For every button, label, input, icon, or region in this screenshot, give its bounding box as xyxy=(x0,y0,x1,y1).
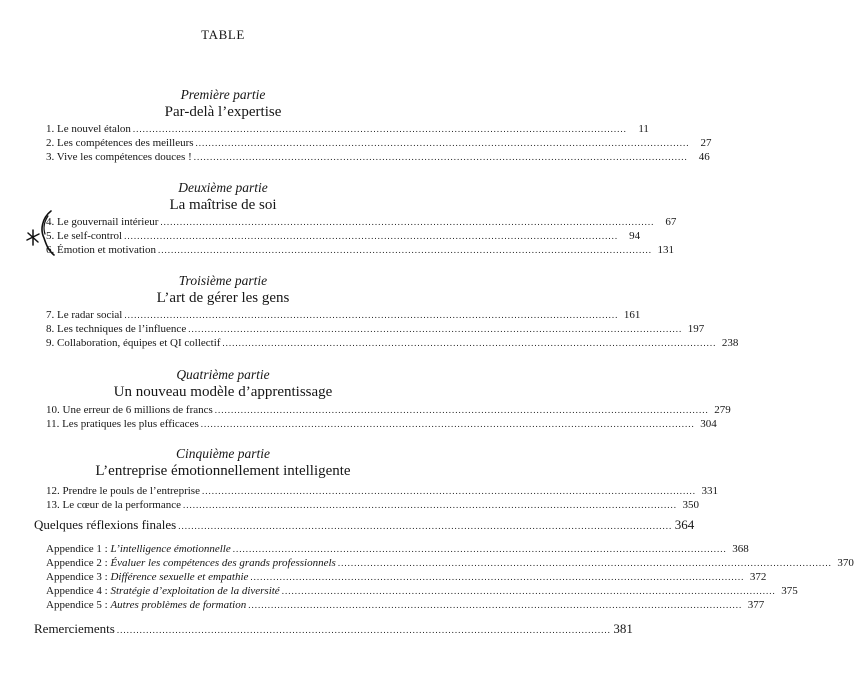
appendices-list xyxy=(46,542,854,612)
part-title: Par-delà l’expertise xyxy=(164,104,282,120)
toc-entry-reflections xyxy=(34,516,695,534)
appendix-title xyxy=(46,570,248,584)
chapter-title: 6. Émotion et motivation xyxy=(46,244,156,256)
toc-entry-appendix xyxy=(46,542,749,556)
chapter-title: 10. Une erreur de 6 millions de francs xyxy=(46,404,213,416)
chapter-title: 5. Le self-control xyxy=(46,230,123,242)
part-title: L’entreprise émotionnellement intelligente xyxy=(95,463,351,479)
page-number: 161 xyxy=(623,309,641,321)
reflections-section xyxy=(34,516,695,534)
part-4-chapters xyxy=(46,403,731,431)
part-title: La maîtrise de soi xyxy=(169,197,277,213)
dot-leader: ........................................................................................................................................................ xyxy=(158,245,652,255)
part-label: Cinquième partie xyxy=(175,446,271,461)
dot-leader: ........................................................................................................................................................ xyxy=(124,310,619,320)
chapter-title: 13. Le cœur de la performance xyxy=(46,499,181,511)
appendix-title xyxy=(46,584,280,598)
page-number: 238 xyxy=(721,337,739,349)
page-number: 279 xyxy=(714,404,731,416)
page-number: 131 xyxy=(657,244,674,256)
part-label: Première partie xyxy=(180,87,266,102)
page-number: 46 xyxy=(698,151,710,163)
toc-entry-appendix xyxy=(46,584,798,598)
appendix-title xyxy=(46,556,336,570)
acknowledgements-section xyxy=(34,620,633,638)
part-2-chapters xyxy=(46,215,677,257)
part-title: Un nouveau modèle d’apprentissage xyxy=(113,384,333,400)
page-number: 67 xyxy=(665,216,677,228)
part-heading-4 xyxy=(0,367,446,401)
page-number: 377 xyxy=(747,599,765,611)
page-number: 94 xyxy=(629,230,641,242)
chapter-title: 2. Les compétences des meilleurs xyxy=(46,137,194,149)
chapter-title: 8. Les techniques de l’influence xyxy=(46,323,187,335)
page-number: 370 xyxy=(837,557,854,569)
chapter-title: 4. Le gouvernail intérieur xyxy=(46,216,159,228)
toc-entry xyxy=(46,308,641,322)
dot-leader: ........................................................................................................................................................ xyxy=(183,500,677,510)
dot-leader: ........................................................................................................................................................ xyxy=(160,217,655,227)
toc-entry xyxy=(46,243,674,257)
page-number: 372 xyxy=(749,571,767,583)
part-3-chapters xyxy=(46,308,739,350)
dot-leader: ........................................................................................................................................................ xyxy=(250,572,745,582)
appendix-prefix: Appendice 5 : xyxy=(46,599,111,611)
part-1-chapters xyxy=(46,122,712,164)
toc-entry xyxy=(46,336,739,350)
chapter-title: 1. Le nouvel étalon xyxy=(46,123,131,135)
toc-entry xyxy=(46,150,710,164)
dot-leader: ........................................................................................................................................................ xyxy=(200,419,695,429)
page-number: 375 xyxy=(781,585,798,597)
chapter-title: 12. Prendre le pouls de l’entreprise xyxy=(46,485,200,497)
page-number: 197 xyxy=(687,323,705,335)
part-label: Quatrième partie xyxy=(176,367,270,382)
page-number: 11 xyxy=(638,123,649,135)
toc-entry xyxy=(46,215,677,229)
appendix-prefix: Appendice 4 : xyxy=(46,585,111,597)
toc-entry xyxy=(46,122,649,136)
dot-leader: ........................................................................................................................................................ xyxy=(281,586,776,596)
toc-entry xyxy=(46,136,712,150)
part-label: Deuxième partie xyxy=(178,180,268,195)
appendix-prefix: Appendice 3 : xyxy=(46,571,111,583)
part-5-chapters xyxy=(46,484,718,512)
toc-entry xyxy=(46,322,705,336)
handwritten-bracket-mark xyxy=(24,208,60,258)
dot-leader: ........................................................................................................................................................ xyxy=(201,486,696,496)
toc-entry xyxy=(46,498,699,512)
part-label: Troisième partie xyxy=(178,273,268,288)
dot-leader: ........................................................................................................................................................ xyxy=(195,138,690,148)
toc-entry xyxy=(46,403,731,417)
appendix-name: Différence sexuelle et empathie xyxy=(110,571,249,583)
appendix-title xyxy=(46,542,231,556)
dot-leader: ........................................................................................................................................................ xyxy=(232,544,727,554)
dot-leader: ........................................................................................................................................................ xyxy=(193,152,688,162)
appendix-title xyxy=(46,598,246,612)
appendix-name: L’intelligence émotionnelle xyxy=(110,543,231,555)
toc-entry-appendix xyxy=(46,556,854,570)
toc-entry-appendix xyxy=(46,598,765,612)
chapter-title: 11. Les pratiques les plus efficaces xyxy=(46,418,199,430)
page-number: 304 xyxy=(700,418,717,430)
dot-leader: ........................................................................................................................................................ xyxy=(188,324,683,334)
chapter-title: 9. Collaboration, équipes et QI collectif xyxy=(46,337,221,349)
page-number: 368 xyxy=(732,543,749,555)
page-number: 350 xyxy=(682,499,699,511)
appendix-name: Stratégie d’exploitation de la diversité xyxy=(110,585,280,597)
part-heading-2 xyxy=(0,180,446,214)
section-title: Remerciements xyxy=(34,621,115,636)
dot-leader: ........................................................................................................................................................ xyxy=(178,521,673,531)
dot-leader: ........................................................................................................................................................ xyxy=(132,124,627,134)
page-number: 381 xyxy=(613,621,633,636)
toc-entry-appendix xyxy=(46,570,767,584)
chapter-title: 3. Vive les compétences douces ! xyxy=(46,151,192,163)
dot-leader: ........................................................................................................................................................ xyxy=(222,338,717,348)
page-number: 331 xyxy=(701,485,718,497)
part-heading-5 xyxy=(0,446,446,480)
appendix-prefix: Appendice 2 : xyxy=(46,557,111,569)
part-heading-1 xyxy=(0,87,446,121)
dot-leader: ........................................................................................................................................................ xyxy=(124,231,619,241)
page-number: 364 xyxy=(674,517,695,532)
dot-leader: ........................................................................................................................................................ xyxy=(337,558,832,568)
appendix-name: Évaluer les compétences des grands professionnels xyxy=(110,557,336,569)
section-title: Quelques réflexions finales xyxy=(34,517,177,532)
toc-entry xyxy=(46,229,641,243)
toc-entry xyxy=(46,417,717,431)
page-title: TABLE xyxy=(201,27,245,42)
appendix-prefix: Appendice 1 : xyxy=(46,543,111,555)
part-heading-3 xyxy=(0,273,446,307)
page-number: 27 xyxy=(700,137,712,149)
part-title: L’art de gérer les gens xyxy=(156,290,290,306)
appendix-name: Autres problèmes de formation xyxy=(110,599,247,611)
toc-entry-acknowledgements xyxy=(34,620,633,638)
toc-entry xyxy=(46,484,718,498)
dot-leader: ........................................................................................................................................................ xyxy=(248,600,743,610)
chapter-title: 7. Le radar social xyxy=(46,309,123,321)
dot-leader: ........................................................................................................................................................ xyxy=(214,405,709,415)
dot-leader: ........................................................................................................................................................ xyxy=(116,625,611,635)
